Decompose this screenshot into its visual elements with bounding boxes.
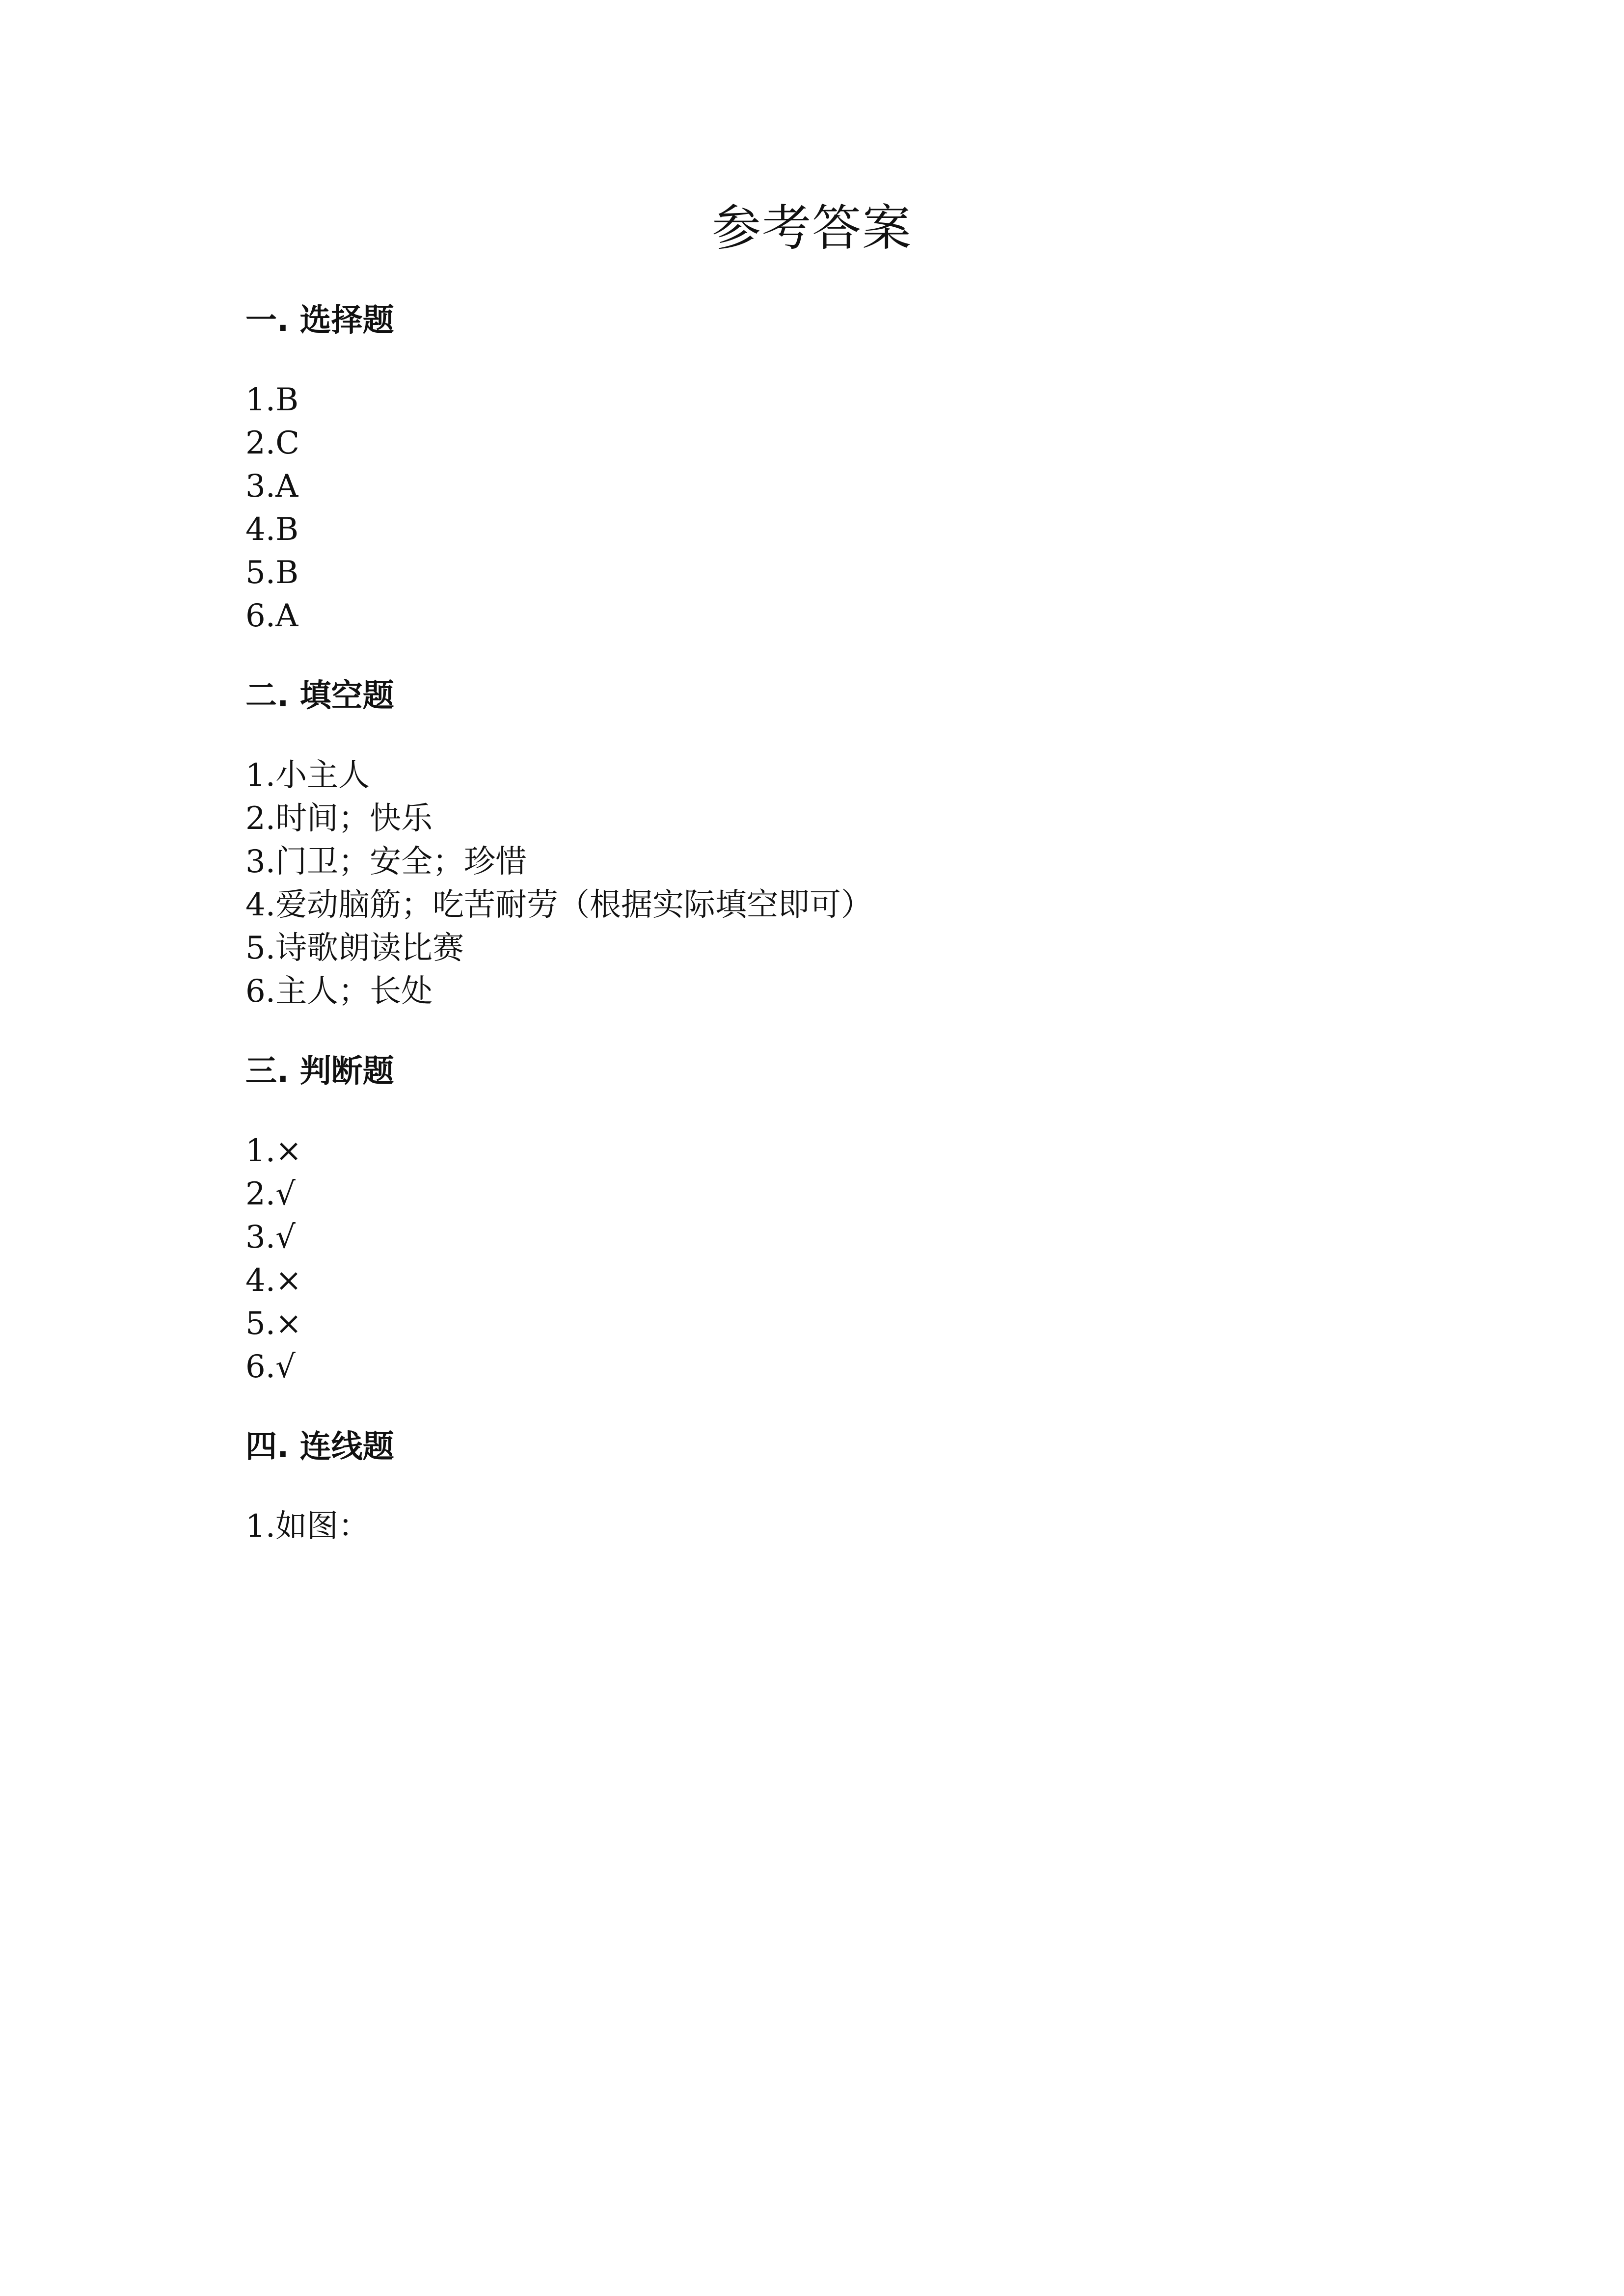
answer-number: 4: [245, 1262, 266, 1299]
answer-item: 3.门卫；安全；珍惜: [245, 840, 1375, 883]
section-heading: 二. 填空题: [245, 678, 394, 714]
section-heading: 三. 判断题: [245, 1053, 394, 1090]
answer-item: 2.时间；快乐: [245, 797, 1375, 840]
answer-item: 3.A: [245, 465, 1375, 508]
answer-item: 2.√: [245, 1173, 1375, 1216]
answer-number: 3: [245, 468, 266, 505]
section-multiple-choice: [245, 298, 1375, 638]
answer-number: 2: [245, 801, 266, 837]
check-mark-icon: √: [275, 1219, 296, 1255]
cross-mark-icon: ×: [275, 1306, 302, 1342]
section-true-false: [245, 1049, 1375, 1388]
answer-value: A: [275, 468, 298, 505]
answer-value: 诗歌朗读比赛: [275, 930, 464, 966]
answer-value: B: [275, 382, 299, 418]
section-matching: [245, 1425, 1375, 1548]
answer-item: 5.B: [245, 551, 1375, 594]
section-heading: 一. 选择题: [245, 302, 394, 339]
answer-item: 4.爱动脑筋；吃苦耐劳（根据实际填空即可）: [245, 883, 1375, 927]
answer-item: 1.B: [245, 378, 1375, 422]
answer-number: 2: [245, 425, 266, 461]
answer-value: A: [275, 598, 298, 634]
answer-value: 门卫；安全；珍惜: [275, 844, 527, 880]
answer-item: 6.√: [245, 1345, 1375, 1388]
answer-value: 爱动脑筋；吃苦耐劳（根据实际填空即可）: [275, 887, 873, 923]
answer-number: 3: [245, 844, 266, 880]
answer-value: B: [275, 555, 299, 591]
check-mark-icon: √: [275, 1349, 296, 1385]
answer-number: 5: [245, 930, 266, 966]
answer-number: 4: [245, 887, 266, 923]
answer-value: 主人；长处: [275, 973, 433, 1010]
answer-value: 小主人: [275, 757, 370, 794]
answer-number: 6: [245, 598, 266, 634]
answer-value: C: [275, 425, 300, 461]
answer-number: 4: [245, 511, 266, 548]
answer-value: 如图：: [275, 1508, 370, 1545]
answer-number: 6: [245, 1349, 266, 1385]
answer-number: 5: [245, 555, 266, 591]
answer-item: 1.×: [245, 1129, 1375, 1173]
answer-value: 时间；快乐: [275, 801, 433, 837]
answer-item: 5.诗歌朗读比赛: [245, 927, 1375, 970]
page-title: 参考答案: [712, 199, 912, 257]
answer-item: 6.A: [245, 594, 1375, 638]
cross-mark-icon: ×: [275, 1262, 302, 1299]
check-mark-icon: √: [275, 1176, 296, 1212]
answer-item: 2.C: [245, 422, 1375, 465]
answer-number: 1: [245, 1133, 266, 1169]
answer-list: [245, 1129, 1375, 1388]
answer-number: 5: [245, 1306, 266, 1342]
answer-number: 2: [245, 1176, 266, 1212]
answer-number: 1: [245, 1508, 266, 1545]
answer-list: [245, 1505, 1375, 1548]
answer-item: 4.×: [245, 1259, 1375, 1302]
answer-number: 6: [245, 973, 266, 1010]
answer-item: 6.主人；长处: [245, 970, 1375, 1013]
section-heading: 四. 连线题: [245, 1429, 394, 1465]
answer-list: [245, 378, 1375, 638]
answer-item: 4.B: [245, 508, 1375, 551]
answer-number: 1: [245, 382, 266, 418]
answer-item: 1.如图：: [245, 1505, 1375, 1548]
answer-item: 3.√: [245, 1216, 1375, 1259]
answer-number: 1: [245, 757, 266, 794]
answer-value: B: [275, 511, 299, 548]
cross-mark-icon: ×: [275, 1133, 302, 1169]
section-fill-in-blank: [245, 674, 1375, 1013]
answer-item: 5.×: [245, 1302, 1375, 1345]
answer-number: 3: [245, 1219, 266, 1255]
answer-item: 1.小主人: [245, 754, 1375, 797]
answer-list: [245, 754, 1375, 1013]
